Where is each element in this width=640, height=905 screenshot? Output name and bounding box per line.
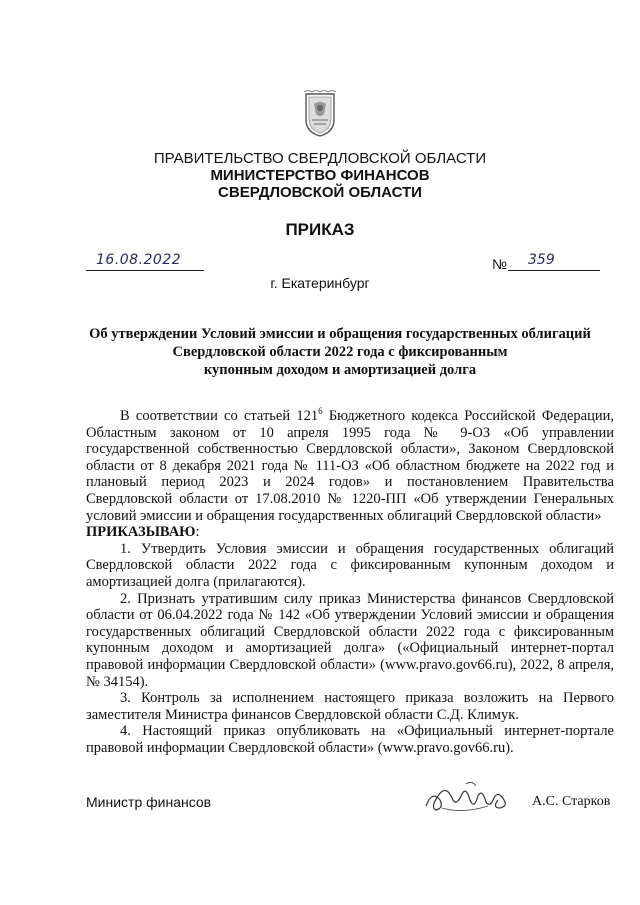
coat-of-arms-emblem [302, 90, 338, 138]
government-name: ПРАВИТЕЛЬСТВО СВЕРДЛОВСКОЙ ОБЛАСТИ [153, 150, 487, 167]
title-line: Об утверждении Условий эмиссии и обращения государственных облигаций [89, 326, 591, 342]
signer-name: А.С. Старков [532, 794, 611, 809]
handwritten-signature [422, 778, 514, 820]
city: г. Екатеринбург [270, 275, 370, 291]
order-number: 359 [528, 252, 555, 268]
order-item: 2. Признать утратившим силу приказ Министерства финансов Свердловской области от 06.04.2022 года № 142 «Об утверждении Условий эмиссии и обращения государственных облигаций Свердловской области 2022 года с фиксированным купонным доходом и амортизацией долга» («Официальный интернет-портал правовой информации Свердловской области» (www.pravo.gov66.ru), 2022, 8 апреля, № 34154). [86, 590, 614, 690]
signer-position: Министр финансов [86, 794, 212, 810]
order-word [86, 524, 614, 541]
order-title [60, 325, 620, 379]
article-superscript: 6 [318, 406, 323, 417]
order-colon: : [195, 524, 200, 541]
order-body [86, 408, 614, 756]
title-line: купонным доходом и амортизацией долга [203, 362, 477, 378]
order-item: 4. Настоящий приказ опубликовать на «Официальный интернет-портале правовой информации Свердловской области» (www.pravo.gov66.ru). [86, 723, 614, 756]
order-date: 16.08.2022 [96, 252, 182, 268]
document-type: ПРИКАЗ [285, 220, 355, 239]
ministry-region: СВЕРДЛОВСКОЙ ОБЛАСТИ [218, 184, 422, 201]
preamble-text: Бюджетного кодекса Российской Федерации, Областным законом от 10 апреля 1995 года № 9-ОЗ «Об управлении государственной собственностью Свердловской области», Законом Свердловской области от 8 декабря 2021 года № 111-ОЗ «Об областном бюджете на 2022 год и плановый период 2023 и 2024 годов» и постановлением Правительства Свердловской области от 17.08.2010 № 1220-ПП «Об утверждении Генеральных условий эмиссии и обращения государственных облигаций Свердловской области» [86, 408, 614, 524]
order-word-text: ПРИКАЗЫВАЮ [86, 524, 196, 541]
preamble-text: В соответствии со статьей 121 [120, 408, 319, 424]
preamble [86, 408, 614, 524]
order-item: 1. Утвердить Условия эмиссии и обращения государственных облигаций Свердловской области 2022 года с фиксированным купонным доходом и амортизацией долга (прилагаются). [86, 540, 614, 590]
ministry-name: МИНИСТЕРСТВО ФИНАНСОВ [210, 167, 430, 184]
order-item: 3. Контроль за исполнением настоящего приказа возложить на Первого заместителя Министра финансов Свердловской области С.Д. Климук. [86, 690, 614, 723]
title-line: Свердловской области 2022 года с фиксированным [172, 344, 508, 360]
number-label: № [492, 256, 508, 272]
